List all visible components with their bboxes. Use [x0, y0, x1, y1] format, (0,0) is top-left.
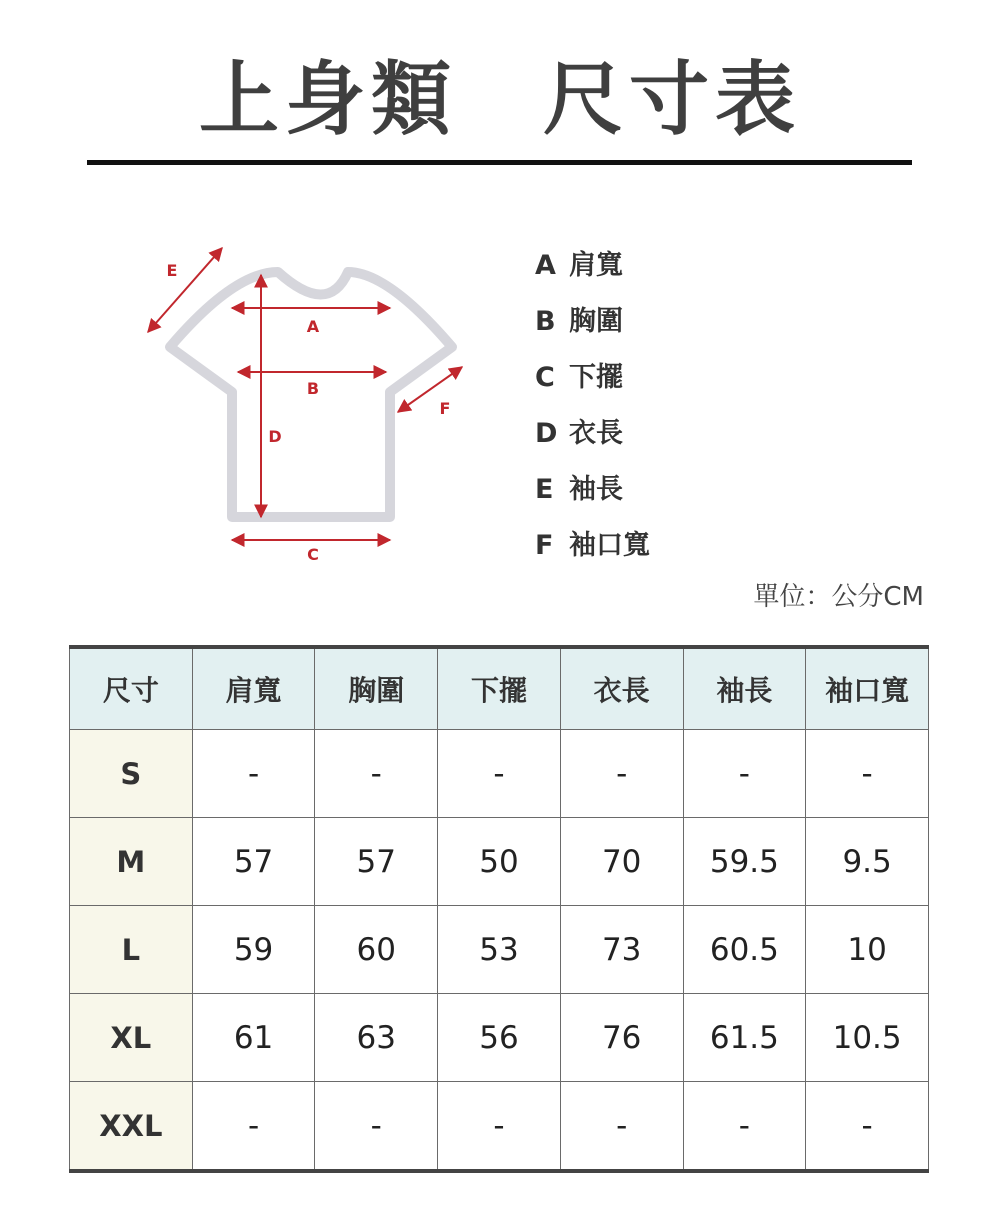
legend-label: 衣長: [569, 418, 623, 449]
table-cell: 61: [192, 994, 315, 1082]
table-cell: -: [560, 1082, 683, 1172]
size-cell: XXL: [70, 1082, 193, 1172]
table-row: [70, 1082, 929, 1172]
legend-letter: D: [535, 418, 558, 449]
table-cell: 61.5: [683, 994, 806, 1082]
table-cell: 57: [315, 818, 438, 906]
table-cell: -: [438, 730, 561, 818]
table-cell: 76: [560, 994, 683, 1082]
column-header: 肩寬: [192, 647, 315, 730]
legend-letter: A: [535, 250, 556, 281]
table-cell: 60: [315, 906, 438, 994]
table-cell: -: [192, 1082, 315, 1172]
table-cell: 50: [438, 818, 561, 906]
table-header-row: [70, 647, 929, 730]
legend-label: 袖口寬: [569, 530, 650, 561]
legend-label: 胸圍: [569, 306, 623, 337]
legend-letter: E: [535, 474, 554, 505]
label-b: B: [306, 379, 320, 398]
table-cell: -: [315, 1082, 438, 1172]
size-cell: XL: [70, 994, 193, 1082]
measurement-legend: [535, 248, 650, 584]
legend-letter: C: [535, 362, 555, 393]
table-cell: 63: [315, 994, 438, 1082]
table-cell: 10.5: [806, 994, 929, 1082]
table-cell: 60.5: [683, 906, 806, 994]
table-row: [70, 994, 929, 1082]
unit-note: 單位：公分CM: [753, 582, 924, 612]
table-cell: -: [438, 1082, 561, 1172]
size-table: [69, 645, 929, 1173]
legend-label: 下擺: [569, 362, 623, 393]
table-cell: 10: [806, 906, 929, 994]
table-cell: -: [806, 730, 929, 818]
legend-item: [535, 360, 650, 416]
legend-item: [535, 248, 650, 304]
table-cell: 59.5: [683, 818, 806, 906]
legend-item: [535, 472, 650, 528]
column-header: 下擺: [438, 647, 561, 730]
label-d: D: [268, 427, 282, 446]
table-cell: 73: [560, 906, 683, 994]
title-divider: [87, 160, 912, 165]
table-cell: 70: [560, 818, 683, 906]
legend-letter: B: [535, 306, 556, 337]
table-cell: -: [683, 730, 806, 818]
size-cell: M: [70, 818, 193, 906]
legend-label: 肩寬: [569, 250, 623, 281]
tshirt-diagram: [140, 235, 470, 575]
legend-item: [535, 416, 650, 472]
column-header: 尺寸: [70, 647, 193, 730]
table-cell: 53: [438, 906, 561, 994]
table-cell: -: [560, 730, 683, 818]
label-c: C: [307, 545, 319, 564]
legend-letter: F: [535, 530, 554, 561]
size-cell: L: [70, 906, 193, 994]
page-title: 上身類 尺寸表: [199, 53, 801, 146]
table-cell: 57: [192, 818, 315, 906]
table-row: [70, 730, 929, 818]
table-row: [70, 906, 929, 994]
table-cell: -: [315, 730, 438, 818]
arrow-e: [148, 248, 222, 332]
legend-label: 袖長: [569, 474, 623, 505]
label-a: A: [306, 317, 320, 336]
table-cell: 56: [438, 994, 561, 1082]
column-header: 衣長: [560, 647, 683, 730]
column-header: 袖口寬: [806, 647, 929, 730]
table-cell: -: [683, 1082, 806, 1172]
table-cell: 9.5: [806, 818, 929, 906]
column-header: 袖長: [683, 647, 806, 730]
table-cell: -: [806, 1082, 929, 1172]
legend-item: [535, 528, 650, 584]
table-cell: 59: [192, 906, 315, 994]
label-f: F: [439, 399, 451, 418]
label-e: E: [166, 261, 178, 280]
legend-item: [535, 304, 650, 360]
table-cell: -: [192, 730, 315, 818]
table-row: [70, 818, 929, 906]
size-cell: S: [70, 730, 193, 818]
column-header: 胸圍: [315, 647, 438, 730]
